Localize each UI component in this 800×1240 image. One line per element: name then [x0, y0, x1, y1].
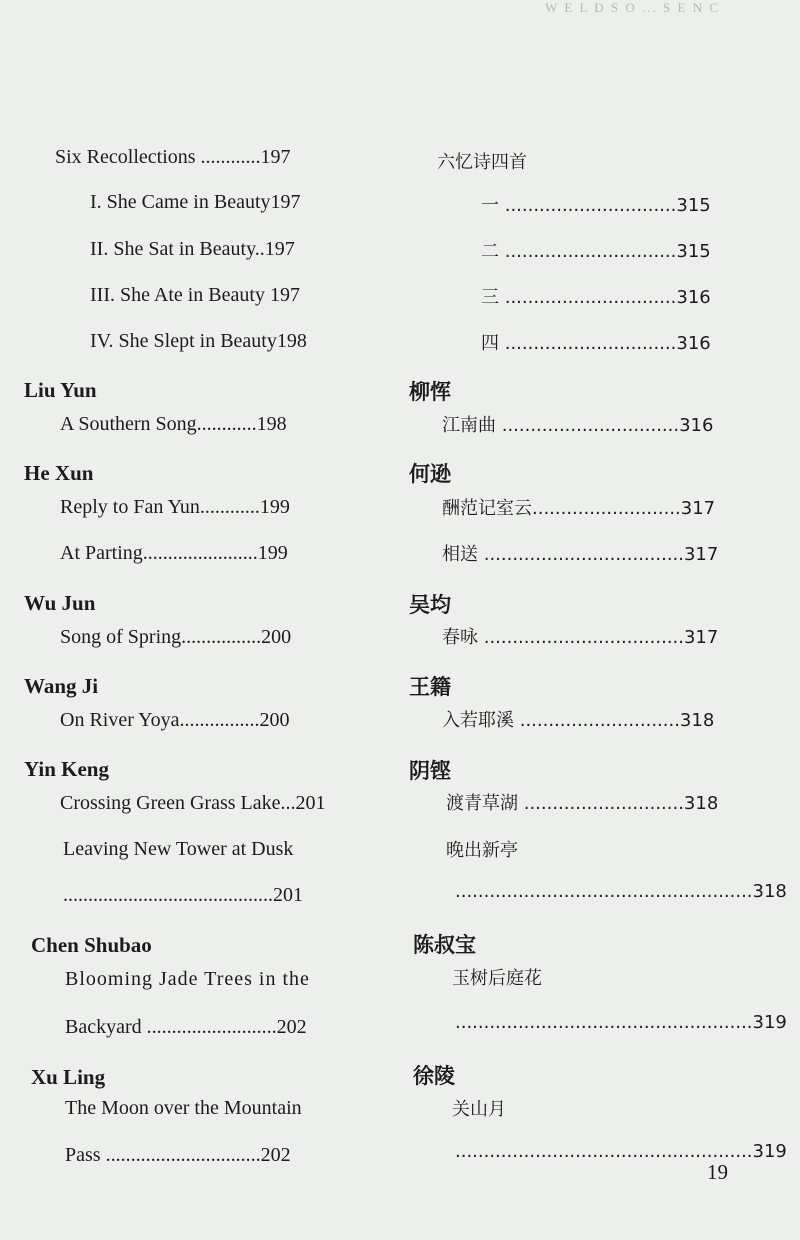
left-entry: IV. She Slept in Beauty198: [90, 330, 307, 352]
author-heading-zh: 吴均: [409, 593, 451, 617]
right-entry: ....................................................319: [455, 1012, 787, 1033]
author-heading-zh: 何逊: [409, 462, 451, 486]
left-entry: Pass ...............................202: [65, 1144, 291, 1166]
page-number: 19: [707, 1160, 728, 1184]
right-entry: 江南曲 ...............................316: [442, 415, 714, 436]
left-entry: Song of Spring................200: [60, 626, 292, 648]
right-entry: 六忆诗四首: [437, 152, 527, 173]
author-heading: Liu Yun: [24, 378, 97, 402]
right-entry: ....................................................318: [455, 881, 787, 902]
right-entry: 相送 ...................................317: [442, 544, 719, 565]
right-entry: 四 ..............................316: [481, 333, 711, 354]
author-heading-zh: 柳恽: [409, 380, 451, 404]
right-entry: 春咏 ...................................317: [442, 627, 719, 648]
right-entry: 酬范记室云..........................317: [442, 498, 716, 519]
right-entry: 一 ..............................315: [481, 195, 711, 216]
left-entry: At Parting.......................199: [60, 542, 288, 564]
right-entry: 二 ..............................315: [481, 241, 711, 262]
right-entry: 玉树后庭花: [452, 968, 542, 989]
left-entry: Crossing Green Grass Lake...201: [60, 792, 326, 814]
left-entry: I. She Came in Beauty197: [90, 191, 301, 213]
author-heading-zh: 陈叔宝: [413, 933, 476, 957]
author-heading-zh: 徐陵: [413, 1064, 455, 1088]
left-entry: On River Yoya................200: [60, 709, 290, 731]
left-entry: Blooming Jade Trees in the: [65, 968, 310, 990]
left-entry: ..........................................201: [63, 884, 303, 906]
left-entry: III. She Ate in Beauty 197: [90, 284, 300, 306]
left-entry: II. She Sat in Beauty..197: [90, 238, 295, 260]
right-entry: 渡青草湖 ............................318: [446, 793, 719, 814]
author-heading: Yin Keng: [24, 757, 109, 781]
right-entry: 入若耶溪 ............................318: [442, 710, 715, 731]
header-bleed-text: W E L D S O ... S E N C: [545, 0, 720, 15]
left-entry: A Southern Song............198: [60, 413, 287, 435]
author-heading: Xu Ling: [31, 1065, 106, 1089]
left-entry: Backyard ..........................202: [65, 1016, 307, 1038]
left-entry: Leaving New Tower at Dusk: [63, 838, 294, 860]
left-entry: The Moon over the Mountain: [65, 1097, 302, 1119]
author-heading: Wu Jun: [24, 591, 96, 615]
right-entry: 三 ..............................316: [481, 287, 711, 308]
right-entry: 晚出新亭: [446, 840, 518, 861]
author-heading: Chen Shubao: [31, 933, 152, 957]
author-heading-zh: 阴铿: [409, 759, 451, 783]
left-entry: Six Recollections ............197: [55, 146, 291, 168]
author-heading: He Xun: [24, 461, 94, 485]
author-heading: Wang Ji: [24, 674, 99, 698]
author-heading-zh: 王籍: [409, 675, 451, 699]
right-entry: 关山月: [452, 1099, 506, 1120]
right-entry: ....................................................319: [455, 1141, 787, 1162]
left-entry: Reply to Fan Yun............199: [60, 496, 290, 518]
